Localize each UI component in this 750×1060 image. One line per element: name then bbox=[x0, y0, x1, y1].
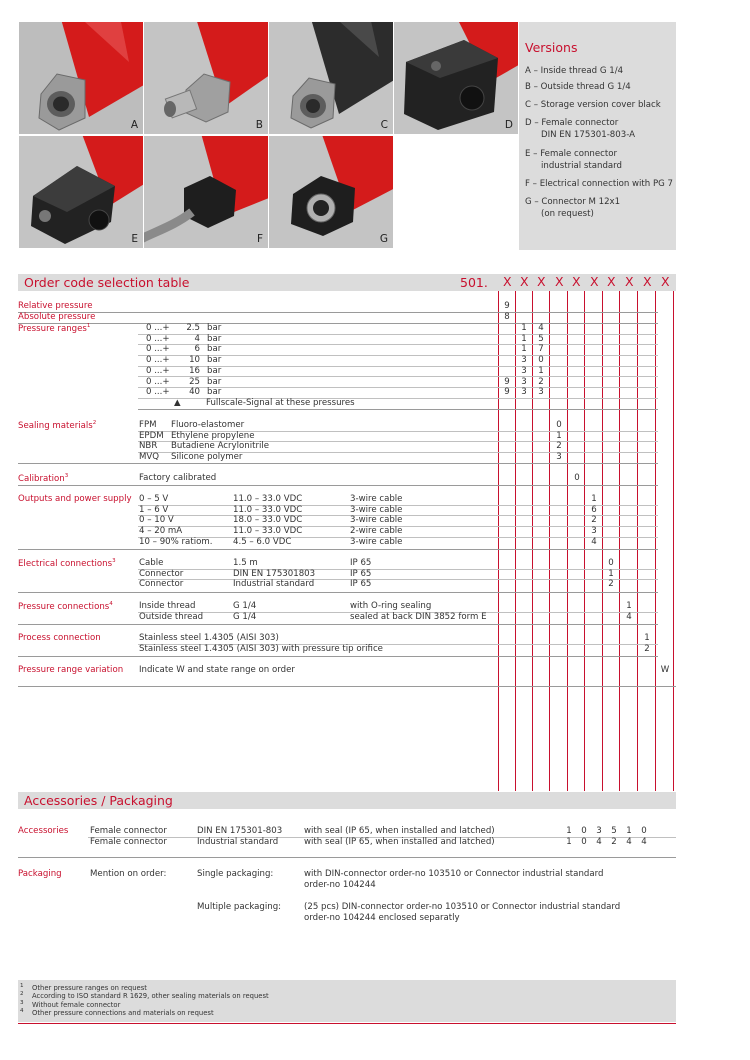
accessory-code-digit: 2 bbox=[611, 837, 617, 847]
category-relative: Relative pressure bbox=[18, 301, 93, 311]
pressure-conn-note: sealed at back DIN 3852 form E bbox=[350, 611, 487, 622]
footnote-ref: 4 bbox=[109, 601, 113, 607]
version-item: C – Storage version cover black bbox=[525, 100, 661, 110]
accessory-standard: DIN EN 175301-803 bbox=[197, 826, 283, 836]
code-digit: 3 bbox=[556, 452, 562, 463]
code-digit: 4 bbox=[538, 323, 544, 333]
output-wiring: 3-wire cable bbox=[350, 515, 403, 526]
code-x: X bbox=[625, 274, 634, 289]
output-signal: 0 – 10 V bbox=[139, 515, 174, 526]
photo-label: G bbox=[379, 233, 388, 245]
accessories-header bbox=[18, 792, 676, 809]
footnote-number: 4 bbox=[20, 1007, 24, 1014]
version-item: B – Outside thread G 1/4 bbox=[525, 82, 631, 92]
divider bbox=[18, 323, 658, 324]
divider bbox=[18, 592, 658, 593]
single-packaging-text: order-no 104244 bbox=[304, 880, 376, 890]
code-digit: 9 bbox=[504, 301, 510, 311]
accessory-code-digit: 4 bbox=[641, 837, 647, 847]
divider bbox=[138, 409, 658, 410]
photo-label: F bbox=[256, 233, 263, 245]
code-digit: 6 bbox=[591, 504, 597, 515]
code-digit: 1 bbox=[521, 344, 527, 355]
product-photo-f bbox=[144, 136, 268, 248]
range-unit: bar bbox=[207, 376, 222, 387]
calibration-code: 0 bbox=[574, 473, 580, 483]
code-digit: 4 bbox=[626, 611, 632, 622]
version-item: A – Inside thread G 1/4 bbox=[525, 66, 624, 76]
packaging-label: Packaging bbox=[18, 869, 62, 879]
range-prefix: 0 ...+ bbox=[146, 355, 170, 366]
range-unit: bar bbox=[207, 344, 222, 355]
electrical-type: Connector bbox=[139, 568, 184, 579]
photo-label: A bbox=[130, 119, 138, 131]
fullscale-note: Fullscale-Signal at these pressures bbox=[206, 398, 355, 408]
electrical-detail: DIN EN 175301803 bbox=[233, 568, 316, 579]
version-item: (on request) bbox=[541, 209, 594, 219]
versions-title: Versions bbox=[525, 40, 578, 55]
footnote-text: Other pressure ranges on request bbox=[32, 984, 147, 992]
category-calibration bbox=[18, 473, 68, 484]
sealing-code: FPM bbox=[139, 420, 157, 430]
code-digit: 0 bbox=[538, 355, 544, 366]
category-calibration-label: Calibration bbox=[18, 473, 65, 484]
accessory-code-digit: 3 bbox=[596, 826, 602, 836]
variation-code: W bbox=[660, 665, 670, 675]
calibration-text: Factory calibrated bbox=[139, 473, 217, 483]
photo-label: B bbox=[255, 119, 263, 131]
sealing-name: Fluoro-elastomer bbox=[171, 420, 245, 430]
process-text: Stainless steel 1.4305 (AISI 303) with pressure tip orifice bbox=[139, 643, 383, 654]
footnote-ref: 3 bbox=[64, 473, 69, 479]
range-unit: bar bbox=[207, 365, 222, 376]
category-process: Process connection bbox=[18, 633, 101, 643]
code-digit: 3 bbox=[521, 387, 527, 398]
category-ranges bbox=[18, 323, 90, 334]
accessory-standard: Industrial standard bbox=[197, 837, 279, 847]
code-digit: 1 bbox=[608, 568, 614, 579]
range-prefix: 0 ...+ bbox=[146, 344, 170, 355]
divider bbox=[18, 549, 658, 550]
version-item: industrial standard bbox=[541, 161, 623, 171]
code-digit: 8 bbox=[504, 312, 510, 322]
category-sealing-label: Sealing materials bbox=[18, 420, 93, 431]
category-outputs: Outputs and power supply bbox=[18, 494, 132, 504]
photo-label: E bbox=[131, 233, 138, 245]
code-digit: 4 bbox=[591, 536, 597, 547]
output-power: 11.0 – 33.0 VDC bbox=[233, 504, 303, 515]
electrical-ip: IP 65 bbox=[350, 579, 372, 590]
range-prefix: 0 ...+ bbox=[146, 387, 170, 398]
code-digit: 2 bbox=[608, 579, 614, 590]
sealing-code: MVQ bbox=[139, 452, 160, 463]
accessory-seal: with seal (IP 65, when installed and latched) bbox=[304, 837, 495, 847]
code-digit: 0 bbox=[608, 558, 614, 568]
output-wiring: 3-wire cable bbox=[350, 494, 403, 504]
accessory-code-digit: 4 bbox=[596, 837, 602, 847]
code-digit: 1 bbox=[521, 333, 527, 344]
accessories-label: Accessories bbox=[18, 826, 69, 836]
sealing-name: Butadiene Acrylonitrile bbox=[171, 441, 270, 452]
code-digit: 2 bbox=[644, 643, 650, 654]
electrical-ip: IP 65 bbox=[350, 558, 372, 568]
code-digit: 2 bbox=[556, 441, 562, 452]
code-digit: 1 bbox=[556, 430, 562, 441]
divider bbox=[18, 312, 658, 313]
accessory-code-digit: 5 bbox=[611, 826, 617, 836]
output-signal: 4 – 20 mA bbox=[139, 526, 183, 537]
accessory-code-digit: 4 bbox=[626, 837, 632, 847]
code-digit: 9 bbox=[504, 387, 510, 398]
pressure-conn-thread: G 1/4 bbox=[233, 611, 257, 622]
category-ranges-label: Pressure ranges bbox=[18, 323, 87, 334]
divider bbox=[138, 569, 658, 570]
category-pressure-connections-label: Pressure connections bbox=[18, 601, 110, 612]
code-digit: 1 bbox=[538, 365, 544, 376]
pressure-conn-type: Inside thread bbox=[139, 601, 196, 611]
product-photo-d bbox=[394, 22, 518, 134]
accessory-code-digit: 0 bbox=[641, 826, 647, 836]
range-unit: bar bbox=[207, 333, 222, 344]
electrical-ip: IP 65 bbox=[350, 568, 372, 579]
order-code-prefix: 501. bbox=[460, 275, 488, 290]
pressure-conn-type: Outside thread bbox=[139, 611, 204, 622]
code-digit: 2 bbox=[591, 515, 597, 526]
output-power: 11.0 – 33.0 VDC bbox=[233, 494, 303, 504]
code-digit: 3 bbox=[538, 387, 544, 398]
footnote-text: According to ISO standard R 1629, other sealing materials on request bbox=[32, 992, 269, 1001]
fullscale-marker: ▲ bbox=[174, 398, 181, 408]
product-photo-e bbox=[19, 136, 143, 248]
divider bbox=[18, 463, 658, 464]
footnote-ref: 1 bbox=[86, 323, 91, 329]
code-digit: 7 bbox=[538, 344, 544, 355]
code-digit: 1 bbox=[591, 494, 597, 504]
category-electrical-label: Electrical connections bbox=[18, 558, 113, 569]
range-unit: bar bbox=[207, 355, 222, 366]
footer-rule bbox=[18, 1023, 676, 1024]
product-photo-a bbox=[19, 22, 143, 134]
accessory-item: Female connector bbox=[90, 837, 167, 847]
divider bbox=[18, 857, 676, 858]
output-wiring: 2-wire cable bbox=[350, 526, 403, 537]
footnote-text: Without female connector bbox=[32, 1000, 121, 1009]
range-value: 4 bbox=[194, 333, 200, 344]
accessory-code-digit: 0 bbox=[581, 837, 587, 847]
range-value: 25 bbox=[189, 376, 200, 387]
output-power: 11.0 – 33.0 VDC bbox=[233, 526, 303, 537]
footnote-number: 2 bbox=[20, 991, 24, 998]
code-digit: 1 bbox=[521, 323, 527, 333]
footnote-ref: 2 bbox=[92, 420, 97, 426]
range-prefix: 0 ...+ bbox=[146, 323, 170, 333]
footnote-number: 1 bbox=[20, 983, 24, 989]
output-signal: 0 – 5 V bbox=[139, 494, 169, 504]
divider bbox=[18, 485, 658, 486]
accessory-code-digit: 1 bbox=[626, 826, 632, 836]
range-prefix: 0 ...+ bbox=[146, 333, 170, 344]
version-item: D – Female connector bbox=[525, 118, 619, 128]
code-x: X bbox=[661, 274, 670, 289]
code-x: X bbox=[643, 274, 652, 289]
range-value: 10 bbox=[189, 355, 200, 366]
range-value: 6 bbox=[194, 344, 200, 355]
category-sealing bbox=[18, 420, 96, 431]
code-x: X bbox=[607, 274, 616, 289]
variation-text: Indicate W and state range on order bbox=[139, 665, 295, 675]
output-signal: 10 – 90% ratiom. bbox=[139, 536, 213, 547]
product-photo-b bbox=[144, 22, 268, 134]
order-table-title: Order code selection table bbox=[24, 275, 190, 290]
single-packaging-label: Single packaging: bbox=[197, 869, 274, 879]
sealing-name: Ethylene propylene bbox=[171, 430, 255, 441]
output-wiring: 3-wire cable bbox=[350, 536, 403, 547]
electrical-type: Connector bbox=[139, 579, 184, 590]
code-x: X bbox=[572, 274, 581, 289]
category-variation: Pressure range variation bbox=[18, 665, 124, 675]
accessory-code-digit: 1 bbox=[566, 826, 572, 836]
code-x: X bbox=[503, 274, 512, 289]
product-photo-c bbox=[269, 22, 393, 134]
code-digit: 1 bbox=[644, 633, 650, 643]
range-unit: bar bbox=[207, 323, 222, 333]
version-item: F – Electrical connection with PG 7 bbox=[525, 179, 674, 189]
footnote-number: 3 bbox=[20, 999, 24, 1006]
accessories-title: Accessories / Packaging bbox=[24, 793, 173, 808]
accessory-code-digit: 0 bbox=[581, 826, 587, 836]
photo-label: C bbox=[380, 119, 388, 131]
electrical-detail: Industrial standard bbox=[233, 579, 315, 590]
accessory-code-digit: 1 bbox=[566, 837, 572, 847]
pressure-conn-note: with O-ring sealing bbox=[350, 601, 432, 611]
pressure-conn-thread: G 1/4 bbox=[233, 601, 257, 611]
multiple-packaging-text: order-no 104244 enclosed separatly bbox=[304, 913, 460, 923]
mention-on-order: Mention on order: bbox=[90, 869, 167, 879]
range-value: 2.5 bbox=[186, 323, 200, 333]
version-item: DIN EN 175301-803-A bbox=[541, 130, 636, 140]
code-x: X bbox=[555, 274, 564, 289]
range-unit: bar bbox=[207, 387, 222, 398]
footnote-ref: 3 bbox=[112, 558, 116, 564]
footnote-text: Other pressure connections and materials on request bbox=[32, 1008, 214, 1017]
code-digit: 3 bbox=[521, 365, 527, 376]
range-prefix: 0 ...+ bbox=[146, 376, 170, 387]
range-value: 40 bbox=[189, 387, 200, 398]
code-x: X bbox=[590, 274, 599, 289]
product-photo-g bbox=[269, 136, 393, 248]
code-digit: 3 bbox=[591, 526, 597, 537]
version-item: E – Female connector bbox=[525, 149, 618, 159]
code-digit: 2 bbox=[538, 376, 544, 387]
category-pressure-connections bbox=[18, 601, 113, 612]
accessory-seal: with seal (IP 65, when installed and latched) bbox=[304, 826, 495, 836]
code-digit: 3 bbox=[521, 376, 527, 387]
column-line bbox=[673, 291, 674, 791]
multiple-packaging-label: Multiple packaging: bbox=[197, 902, 282, 912]
electrical-detail: 1.5 m bbox=[233, 558, 258, 568]
range-value: 16 bbox=[189, 365, 200, 376]
photo-label: D bbox=[504, 119, 513, 131]
code-digit: 0 bbox=[556, 420, 562, 430]
sealing-code: NBR bbox=[139, 441, 158, 452]
code-digit: 3 bbox=[521, 355, 527, 366]
output-signal: 1 – 6 V bbox=[139, 504, 169, 515]
category-electrical bbox=[18, 558, 116, 569]
multiple-packaging-text: (25 pcs) DIN-connector order-no 103510 or Connector industrial standard bbox=[304, 902, 621, 912]
code-digit: 1 bbox=[626, 601, 632, 611]
output-power: 4.5 – 6.0 VDC bbox=[233, 536, 292, 547]
category-absolute: Absolute pressure bbox=[18, 312, 96, 322]
output-power: 18.0 – 33.0 VDC bbox=[233, 515, 303, 526]
divider bbox=[18, 686, 676, 687]
electrical-type: Cable bbox=[139, 558, 164, 568]
code-x: X bbox=[537, 274, 546, 289]
process-text: Stainless steel 1.4305 (AISI 303) bbox=[139, 633, 279, 643]
output-wiring: 3-wire cable bbox=[350, 504, 403, 515]
divider bbox=[18, 624, 658, 625]
sealing-code: EPDM bbox=[139, 430, 164, 441]
divider bbox=[138, 579, 658, 580]
code-digit: 5 bbox=[538, 333, 544, 344]
accessory-item: Female connector bbox=[90, 826, 167, 836]
single-packaging-text: with DIN-connector order-no 103510 or Connector industrial standard bbox=[304, 869, 604, 879]
sealing-name: Silicone polymer bbox=[171, 452, 243, 463]
divider bbox=[18, 656, 658, 657]
range-prefix: 0 ...+ bbox=[146, 365, 170, 376]
code-digit: 9 bbox=[504, 376, 510, 387]
code-x: X bbox=[520, 274, 529, 289]
version-item: G – Connector M 12x1 bbox=[525, 197, 621, 207]
